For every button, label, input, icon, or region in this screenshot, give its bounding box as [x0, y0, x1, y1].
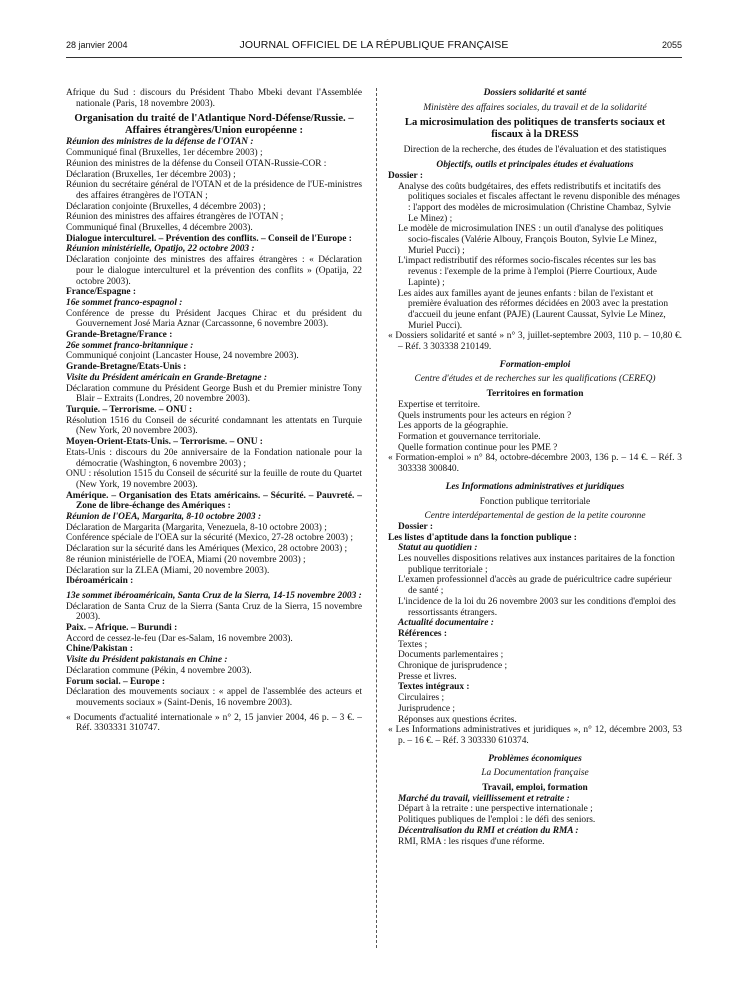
forum-heading: Forum social. – Europe : [66, 676, 166, 687]
references-heading: Références : [398, 628, 448, 639]
paix-item: Accord de cessez-le-feu (Dar es-Salam, 16 novembre 2003). [66, 633, 293, 644]
otan-item: Réunion du secrétaire général de l'OTAN et de la présidence de l'UE-ministres des affaires étrangères de l'OTAN ; [66, 180, 362, 201]
gb-us-visite: Visite du Président américain en Grande-Bretagne : [66, 372, 268, 383]
afrique-sud-entry: Afrique du Sud : discours du Président Thabo Mbeki devant l'Assemblée nationale (Paris, 18 novembre 2003). [66, 88, 362, 109]
decentralisation-heading: Décentralisation du RMI et création du RMA : [398, 825, 579, 836]
travail-title: Travail, emploi, formation [482, 783, 588, 794]
dossier-label: Dossier : [388, 170, 423, 181]
marche-item: Politiques publiques de l'emploi : le défi des seniors. [398, 815, 596, 826]
territoires-title: Territoires en formation [486, 389, 584, 400]
references-item: Textes ; [398, 639, 428, 650]
microsimulation-title: La microsimulation des politiques de transferts sociaux et fiscaux à la DRESS [404, 117, 666, 141]
actualite-heading: Actualité documentaire : [398, 618, 494, 629]
references-item: Chronique de jurisprudence ; [398, 661, 508, 672]
statut-heading: Statut au quotidien : [398, 543, 478, 554]
direction-line: Direction de la recherche, des études de l'évaluation et des statistiques [403, 145, 667, 156]
statut-item: Les nouvelles dispositions relatives aux instances paritaires de la fonction publique territoriale ; [398, 554, 675, 575]
dossier-item: L'impact redistributif des réformes socio-fiscales récentes sur les bas revenus : l'exemple de la prime à l'emploi (Pierre Courtioux, Aude Lapinte) ; [398, 256, 657, 288]
amerique-item: Déclaration sur la sécurité dans les Amériques (Mexico, 28 octobre 2003) ; [66, 544, 348, 555]
turquie-heading: Turquie. – Terrorisme. – ONU : [66, 404, 193, 415]
territoires-item: Quelle formation continue pour les PME ? [398, 442, 558, 453]
gb-us-heading: Grande-Bretagne/Etats-Unis : [66, 362, 187, 373]
moyen-orient-item: ONU : résolution 1515 du Conseil de sécurité sur la feuille de route du Quartet (New York, 19 novembre 2003). [66, 469, 362, 490]
dossier-item: Analyse des coûts budgétaires, des effets redistributifs et incitatifs des politiques sociales et fiscales affectant le revenu disponible des ménages : l'apport des modèles de microsimulation (Christine Chambaz, Sylvie Le Minez) ; [398, 181, 680, 224]
territoires-item: Quels instruments pour les acteurs en région ? [398, 410, 572, 421]
gb-france-item: Communiqué conjoint (Lancaster House, 24 novembre 2003). [66, 351, 299, 362]
decentralisation-item: RMI, RMA : les risques d'une réforme. [398, 836, 545, 847]
page-number: 2055 [661, 40, 682, 50]
ibero-heading: Ibéroaméricain : [66, 576, 134, 587]
marche-heading: Marché du travail, vieillissement et retraite : [398, 793, 570, 804]
references-item: Documents parlementaires ; [398, 650, 504, 661]
header-rule [66, 57, 682, 58]
ibero-item: Déclaration de Santa Cruz de la Sierra (Santa Cruz de la Sierra, 15 novembre 2003). [66, 601, 362, 623]
amerique-heading: Amérique. – Organisation des Etats américains. – Sécurité. – Pauvreté. – Zone de libre-échange des Amériques : [66, 490, 362, 512]
otan-heading: Organisation du traité de l'Atlantique Nord-Défense/Russie. – Affaires étrangères/Union européenne : [74, 113, 354, 137]
moyen-orient-heading: Moyen-Orient-Etats-Unis. – Terrorisme. – ONU : [66, 437, 263, 448]
chine-visite: Visite du Président pakistanais en Chine : [66, 655, 228, 666]
journal-title: JOURNAL OFFICIEL DE LA RÉPUBLIQUE FRANÇAISE [239, 39, 509, 51]
paix-heading: Paix. – Afrique. – Burundi : [66, 623, 178, 634]
dialogue-item: Déclaration conjointe des ministres des affaires étrangères : « Déclaration pour le dialogue interculturel et la prévention des conflits » (Opatija, 22 octobre 2003). [66, 255, 362, 287]
textes-integraux-item: Circulaires ; [398, 693, 445, 704]
ministere-line: Ministère des affaires sociales, du travail et de la solidarité [423, 102, 647, 113]
dossier-item: Les aides aux familles ayant de jeunes enfants : bilan de l'existant et première évaluation des réformes décidées en 2003 avec la prestation d'accueil du jeune enfant (PAJE) (Laurent Caussat, Sylvie Le Minez, Muriel Pucci). [398, 288, 669, 331]
amerique-item: Conférence spéciale de l'OEA sur la sécurité (Mexico, 27-28 octobre 2003) ; [66, 533, 354, 544]
informations-reference: « Les Informations administratives et juridiques », n° 12, décembre 2003, 53 p. – 16 €. – Réf. 3 303330 610374. [388, 725, 682, 746]
centre-line: Centre interdépartemental de gestion de la petite couronne [424, 511, 646, 522]
amerique-item: 8e réunion ministérielle de l'OEA, Miami (20 novembre 2003) ; [66, 554, 306, 565]
gb-france-sommet: 26e sommet franco-britannique : [66, 340, 194, 351]
column-divider [376, 88, 377, 948]
chine-item: Déclaration commune (Pékin, 4 novembre 2003). [66, 665, 252, 676]
textes-integraux-item: Réponses aux questions écrites. [398, 714, 517, 725]
gb-us-item: Déclaration commune du Président George Bush et du Premier ministre Tony Blair – Extraits (Londres, 20 novembre 2003). [66, 383, 362, 405]
textes-integraux-heading: Textes intégraux : [398, 682, 470, 693]
left-column [66, 88, 362, 734]
forum-item: Déclaration des mouvements sociaux : « appel de l'assemblée des acteurs et mouvements sociaux » (Saint-Denis, 16 novembre 2003). [66, 687, 362, 708]
fonction-publique-line: Fonction publique territoriale [479, 496, 591, 507]
page-header [66, 40, 682, 54]
dossiers-heading: Dossiers solidarité et santé [483, 88, 587, 98]
otan-item: Réunion des ministres de la défense du Conseil OTAN-Russie-COR : [66, 158, 327, 169]
problemes-heading: Problèmes économiques [488, 753, 582, 764]
gb-france-heading: Grande-Bretagne/France : [66, 330, 173, 341]
amerique-item: Déclaration sur la ZLEA (Miami, 20 novembre 2003). [66, 565, 270, 576]
otan-item: Communiqué final (Bruxelles, 1er décembre 2003) ; [66, 148, 263, 159]
otan-item: Réunion des ministres des affaires étrangères de l'OTAN ; [66, 212, 284, 223]
informations-heading: Les Informations administratives et juridiques [445, 481, 625, 492]
textes-integraux-item: Jurisprudence ; [398, 703, 456, 714]
formation-emploi-heading: Formation-emploi [499, 359, 571, 370]
amerique-item: Déclaration de Margarita (Margarita, Venezuela, 8-10 octobre 2003) ; [66, 522, 327, 533]
otan-reunion: Réunion des ministres de la défense de l'OTAN : [66, 137, 254, 148]
dossier-item: Le modèle de microsimulation INES : un outil d'analyse des politiques socio-fiscales (Valérie Albouy, François Bouton, Sylvie Le Minez, Muriel Pucci) ; [398, 224, 664, 256]
listes-heading: Les listes d'aptitude dans la fonction publique : [388, 532, 577, 543]
dossier2-label: Dossier : [398, 521, 433, 532]
documentation-line: La Documentation française [481, 768, 589, 779]
territoires-item: Les apports de la géographie. [398, 421, 509, 432]
territoires-item: Expertise et territoire. [398, 399, 480, 410]
territoires-item: Formation et gouvernance territoriale. [398, 431, 541, 442]
otan-item: Déclaration conjointe (Bruxelles, 4 décembre 2003) ; [66, 201, 266, 212]
france-espagne-item: Conférence de presse du Président Jacques Chirac et du président du Gouvernement José Maria Aznar (Carcassonne, 6 novembre 2003). [66, 308, 362, 330]
dossiers-reference: « Dossiers solidarité et santé » n° 3, juillet-septembre 2003, 110 p. – 10,80 €. – Réf. 3 303338 210149. [388, 331, 682, 353]
documents-reference: « Documents d'actualité internationale » n° 2, 15 janvier 2004, 46 p. – 3 €. – Réf. 3303331 310747. [66, 712, 362, 734]
dialogue-reunion: Réunion ministérielle, Opatijo, 22 octobre 2003 : [66, 244, 255, 255]
moyen-orient-item: Etats-Unis : discours du 20e anniversaire de la Fondation nationale pour la démocratie (Washington, 6 novembre 2003) ; [66, 447, 362, 469]
formation-reference: « Formation-emploi » n° 84, octobre-décembre 2003, 136 p. – 14 €. – Réf. 3 303338 300840. [388, 453, 682, 475]
references-item: Presse et livres. [398, 671, 457, 682]
france-espagne-sommet: 16e sommet franco-espagnol : [66, 297, 183, 308]
amerique-reunion: Réunion de l'OEA, Margarita, 8-10 octobre 2003 : [66, 512, 262, 523]
chine-heading: Chine/Pakistan : [66, 644, 133, 655]
otan-item: Communiqué final (Bruxelles, 4 décembre 2003). [66, 223, 253, 234]
france-espagne-heading: France/Espagne : [66, 287, 137, 298]
dialogue-heading: Dialogue interculturel. – Prévention des conflits. – Conseil de l'Europe : [66, 233, 352, 244]
ibero-sommet: 13e sommet ibéroaméricain, Santa Cruz de la Sierra, 14-15 novembre 2003 : [66, 590, 362, 601]
statut-item: L'examen professionnel d'accès au grade de puéricultrice cadre supérieur de santé ; [398, 575, 672, 597]
turquie-item: Résolution 1516 du Conseil de sécurité condamnant les attentats en Turquie (New York, 20 novembre 2003). [66, 415, 362, 437]
header-date: 28 janvier 2004 [66, 40, 128, 50]
otan-item: Déclaration (Bruxelles, 1er décembre 2003) ; [66, 169, 236, 180]
marche-item: Départ à la retraite : une perspective internationale ; [398, 804, 593, 815]
cereq-line: Centre d'études et de recherches sur les qualifications (CEREQ) [414, 374, 656, 385]
statut-item: L'incidence de la loi du 26 novembre 2003 sur les conditions d'emploi des ressortissants étrangers. [398, 596, 676, 618]
objectifs-heading: Objectifs, outils et principales études et évaluations [436, 160, 634, 171]
right-column [388, 88, 682, 847]
